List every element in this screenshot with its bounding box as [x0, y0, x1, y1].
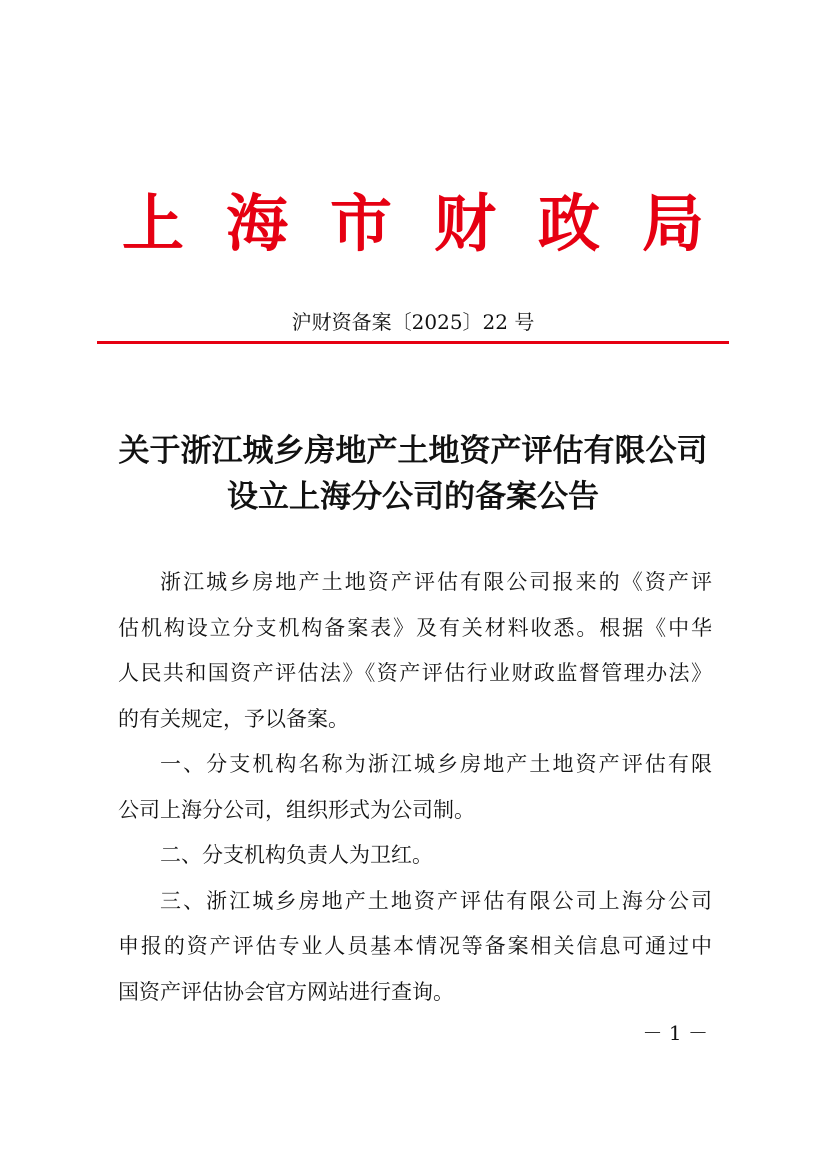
text-line: 浙江城乡房地产土地资产评估有限公司报来的《资产评	[160, 570, 712, 594]
text-line: 公司上海分公司，组织形式为公司制。	[118, 797, 475, 822]
text-line: 人民共和国资产评估法》《资产评估行业财政监督管理办法》	[118, 661, 712, 685]
text-line: 国资产评估协会官方网站进行查询。	[118, 979, 454, 1004]
page-number: － 1 －	[642, 1021, 708, 1045]
notice-title-line-2: 设立上海分公司的备案公告	[227, 479, 599, 515]
paragraph-item-3	[118, 879, 712, 1016]
text-line: 的有关规定，予以备案。	[118, 706, 349, 731]
agency-header: 上海市财政局	[121, 187, 746, 260]
red-divider	[97, 341, 729, 344]
notice-title-line-1: 关于浙江城乡房地产土地资产评估有限公司	[118, 433, 708, 469]
paragraph-item-2	[118, 833, 712, 879]
paragraph-item-1	[118, 742, 712, 833]
text-line: 三、浙江城乡房地产土地资产评估有限公司上海分公司	[160, 888, 712, 913]
paragraph-intro	[118, 560, 712, 742]
notice-body	[118, 560, 712, 1015]
document-number: 沪财资备案〔2025〕22 号	[291, 310, 535, 334]
text-line: 估机构设立分支机构备案表》及有关材料收悉。根据《中华	[118, 615, 712, 640]
text-line: 一、分支机构名称为浙江城乡房地产土地资产评估有限	[160, 752, 712, 776]
text-line: 二、分支机构负责人为卫红。	[160, 843, 433, 867]
text-line: 申报的资产评估专业人员基本情况等备案相关信息可通过中	[118, 934, 712, 958]
notice-title	[90, 428, 736, 520]
